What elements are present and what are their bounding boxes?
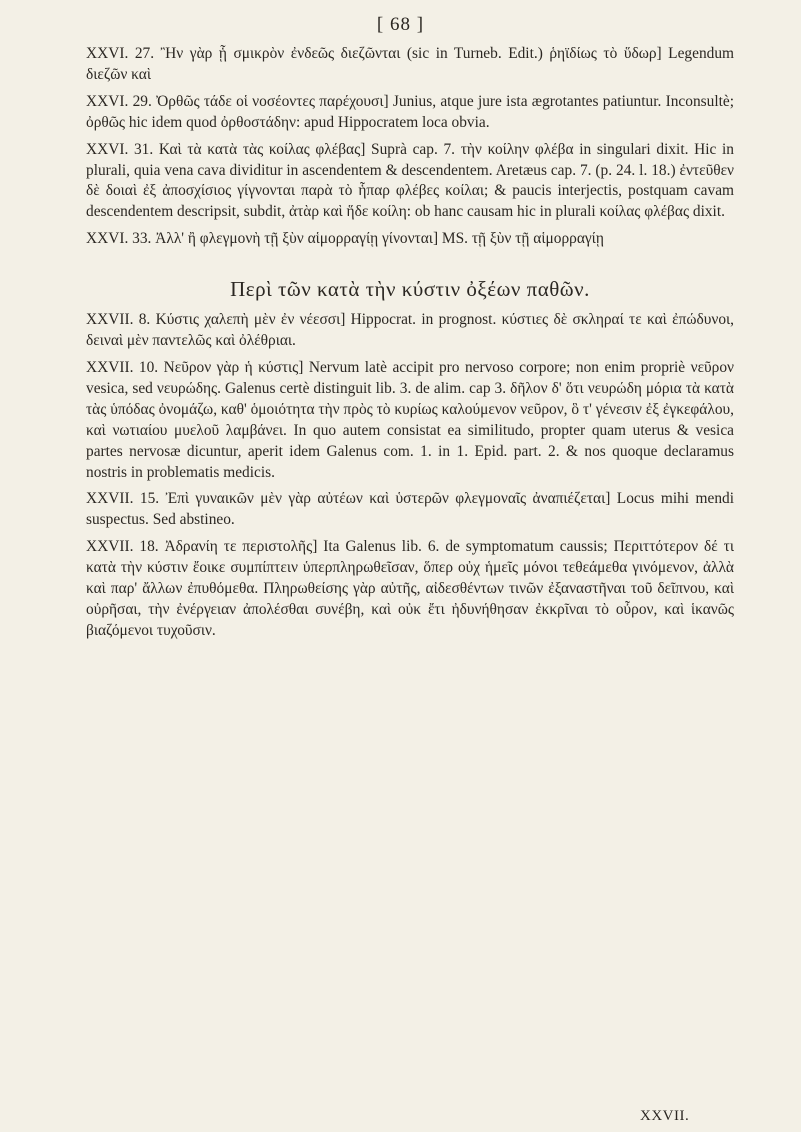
note-paragraph: XXVI. 27. Ἢν γὰρ ᾗ σμικρὸν ἐνδεῶς διεζῶνται (sic in Turneb. Edit.) ῥηϊδίως τὸ ὕδωρ] Legendum διεζῶν καὶ: [86, 45, 734, 83]
note-paragraph: XXVII. 10. Νεῦρον γὰρ ἡ κύστις] Nervum latè accipit pro nervoso corpore; non enim propriè νεῦρον vesica, sed νευρώδης. Galenus certè distinguit lib. 3. de alim. cap 3. δῆλον δ' ὅτι νευρώδη μόρια τὰ κατὰ τὰς ὑπόδας ὀνομάζω, καθ' ὁμοιότητα τὴν πρὸς τὸ κυρίως καλούμενον νεῦρον, ὃ τ' γένεσιν ἐξ ἐγκεφάλου, καὶ νωτιαίου μυελοῦ λαμβάνει. In quo autem consistat ea similitudo, propter quam uterus & vesica partes nervosæ dicuntur, aperit idem Galenus com. 1. in 1. Epid. part. 2. & nos quoque declaramus nostris in problematis medicis.: [86, 358, 734, 481]
note-paragraph: XXVI. 31. Καὶ τὰ κατὰ τὰς κοίλας φλέβας] Suprà cap. 7. τὴν κοίλην φλέβα in singulari dixit. Hic in plurali, quia vena cava dividitur in ascendentem & descendentem. Aretæus cap. 7. (p. 24. l. 18.) ἐντεῦθεν δὲ δοιαὶ ἐξ ἀποσχίσιος γίγνονται παρὰ τὸ ἧπαρ φλέβες κοίλαι; & paucis interjectis, postquam cavam descendentem descripsit, subdit, ἀτὰρ καὶ ἥδε κοίλη: ob hanc causam hic in plurali κοίλας φλέβας dixit.: [86, 140, 734, 221]
page-number: [ 68 ]: [376, 14, 425, 35]
note-paragraph: XXVII. 18. Ἀδρανίη τε περιστολῆς] Ita Galenus lib. 6. de symptomatum caussis; Περιττότερον δέ τι κατὰ τὴν κύστιν ἔοικε συμπίπτειν ὑπερπληρωθεῖσαν, ὅπερ οὐχ ἡμεῖς μόνοι τεθεάμεθα γινόμενον, ἀλλὰ καὶ παρ' ἄλλων ἐπυθόμεθα. Πληρωθείσης γὰρ αὐτῆς, αἰδεσθέντων τινῶν ἐξαναστῆναι τοῦ δεῖπνου, καὶ οὐρῆσαι, τὴν ἐνέργειαν ἀπολέσθαι συνέβη, καὶ οὐκ ἔτι ἠδυνήθησαν ἐκκρῖναι τὸ οὖρον, καὶ ἱκανῶς βιαζόμενοι τυχοῦσιν.: [86, 538, 734, 639]
note-paragraph: XXVI. 29. Ὀρθῶς τάδε οἱ νοσέοντες παρέχουσι] Junius, atque jure ista ægrotantes patiuntur. Inconsultè; ὀρθῶς hic idem quod ὀρθοστάδην: apud Hippocratem loca obvia.: [86, 92, 734, 131]
commentary-body: [86, 44, 734, 642]
section-heading: Περὶ τῶν κατὰ τὴν κύστιν ὀξέων παθῶν.: [230, 277, 590, 302]
note-paragraph: XXVI. 33. Ἀλλ' ἢ φλεγμονὴ τῇ ξὺν αἱμορραγίῃ γίνονται] MS. τῇ ξὺν τῇ αἱμορραγίῃ: [86, 230, 604, 248]
note-paragraph: XXVII. 8. Κύστις χαλεπὴ μὲν ἐν νέεσσι] Hippocrat. in prognost. κύστιες δὲ σκληραί τε καὶ ἐπώδυνοι, δειναὶ μὲν παντελῶς καὶ ὀλέθριαι.: [86, 311, 734, 350]
note-paragraph: XXVII. 15. Ἐπὶ γυναικῶν μὲν γὰρ αὐτέων καὶ ὑστερῶν φλεγμοναῖς ἀναπιέζεται] Locus mihi mendi suspectus. Sed abstineo.: [86, 490, 734, 529]
catchword: XXVII.: [640, 1108, 690, 1124]
